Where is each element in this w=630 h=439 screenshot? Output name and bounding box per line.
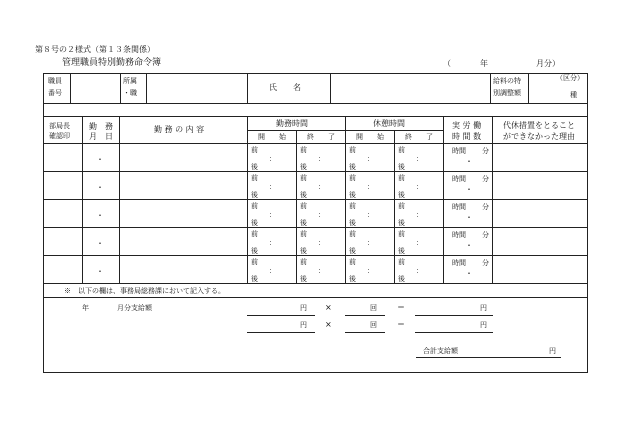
- time-am-mark: 前: [300, 146, 307, 154]
- approver-label-1: 部局長: [49, 122, 70, 130]
- work-start-label: 開 始: [258, 133, 286, 141]
- time-colon: ：: [416, 211, 423, 219]
- time-am-mark: 前: [251, 202, 258, 210]
- row-date-dot: ・: [96, 239, 104, 248]
- time-am-mark: 前: [398, 174, 405, 182]
- time-pm-mark: 後: [398, 163, 405, 171]
- time-pm-mark: 後: [349, 163, 356, 171]
- time-colon: ：: [269, 155, 276, 163]
- dept-label-2: ・職: [123, 89, 137, 97]
- actual-dot: ・: [465, 269, 473, 278]
- time-colon: ：: [416, 267, 423, 275]
- time-am-mark: 前: [349, 146, 356, 154]
- approver-label-2: 確認印: [49, 132, 70, 140]
- row-date-dot: ・: [96, 211, 104, 220]
- time-pm-mark: 後: [398, 191, 405, 199]
- actual-hours-label: 時間: [452, 175, 466, 183]
- kai-2: 回: [370, 321, 377, 329]
- yen-result-1: 円: [480, 304, 487, 312]
- period-open: （: [443, 59, 451, 68]
- time-pm-mark: 後: [251, 163, 258, 171]
- time-colon: ：: [269, 211, 276, 219]
- time-pm-mark: 後: [398, 247, 405, 255]
- reason-label-1: 代休措置をとること: [503, 121, 575, 130]
- employee-no-label-2: 番号: [48, 89, 62, 97]
- form-frame: [43, 73, 588, 373]
- time-am-mark: 前: [349, 202, 356, 210]
- row-date-dot: ・: [96, 183, 104, 192]
- actual-dot: ・: [465, 185, 473, 194]
- time-am-mark: 前: [251, 146, 258, 154]
- category-label: （区分）: [556, 74, 584, 82]
- times-1: ×: [325, 303, 332, 312]
- actual-minutes-label: 分: [482, 231, 489, 239]
- salary-label-2: 別調整額: [493, 89, 521, 97]
- actual-minutes-label: 分: [482, 147, 489, 155]
- time-colon: ：: [367, 267, 374, 275]
- employee-no-label-1: 職員: [48, 77, 62, 85]
- time-colon: ：: [416, 239, 423, 247]
- row-date-dot: ・: [96, 267, 104, 276]
- time-pm-mark: 後: [398, 275, 405, 283]
- time-pm-mark: 後: [300, 275, 307, 283]
- date-label-1: 勤 務: [89, 122, 113, 131]
- time-am-mark: 前: [349, 174, 356, 182]
- time-pm-mark: 後: [300, 191, 307, 199]
- actual-dot: ・: [465, 213, 473, 222]
- category-suffix: 種: [570, 91, 577, 99]
- time-pm-mark: 後: [349, 219, 356, 227]
- equals-1: ＝: [397, 303, 405, 312]
- time-am-mark: 前: [349, 230, 356, 238]
- time-colon: ：: [367, 239, 374, 247]
- time-am-mark: 前: [398, 258, 405, 266]
- salary-label-1: 給料の特: [493, 77, 521, 85]
- break-end-label: 終 了: [405, 133, 433, 141]
- name-label: 氏 名: [269, 83, 301, 92]
- times-2: ×: [325, 320, 332, 329]
- break-time-label: 休憩時間: [373, 119, 405, 128]
- time-am-mark: 前: [251, 174, 258, 182]
- actual-hours-label: 時間: [452, 147, 466, 155]
- actual-label-1: 実 労 働: [452, 121, 482, 130]
- time-colon: ：: [269, 183, 276, 191]
- time-am-mark: 前: [300, 258, 307, 266]
- table-top: [43, 116, 588, 117]
- time-am-mark: 前: [300, 202, 307, 210]
- kai-1: 回: [370, 304, 377, 312]
- actual-hours-label: 時間: [452, 203, 466, 211]
- time-colon: ：: [318, 155, 325, 163]
- monthly-amount-label: 年 月分支給額: [82, 304, 152, 312]
- time-pm-mark: 後: [300, 219, 307, 227]
- time-pm-mark: 後: [398, 219, 405, 227]
- time-pm-mark: 後: [349, 247, 356, 255]
- dept-label-1: 所属: [123, 77, 137, 85]
- time-pm-mark: 後: [300, 247, 307, 255]
- time-colon: ：: [269, 239, 276, 247]
- yen-2: 円: [300, 321, 307, 329]
- time-pm-mark: 後: [349, 191, 356, 199]
- time-colon: ：: [367, 211, 374, 219]
- work-end-label: 終 了: [307, 133, 335, 141]
- page-title: 管理職員特別勤務命令簿: [62, 58, 162, 68]
- time-am-mark: 前: [300, 230, 307, 238]
- time-am-mark: 前: [251, 258, 258, 266]
- info-row-bottom: [43, 103, 588, 104]
- equals-2: ＝: [397, 320, 405, 329]
- break-start-label: 開 始: [356, 133, 384, 141]
- time-colon: ：: [367, 155, 374, 163]
- total-yen: 円: [549, 347, 556, 355]
- period-year-unit: 年: [480, 59, 488, 68]
- work-time-label: 勤務時間: [276, 119, 308, 128]
- actual-minutes-label: 分: [482, 259, 489, 267]
- actual-label-2: 時 間 数: [452, 132, 482, 141]
- time-am-mark: 前: [349, 258, 356, 266]
- note-text: ※ 以下の欄は、事務局総務課において記入する。: [64, 287, 225, 295]
- time-pm-mark: 後: [300, 163, 307, 171]
- form-number: 第８号の２様式（第１３条関係）: [35, 45, 155, 54]
- time-pm-mark: 後: [251, 219, 258, 227]
- time-am-mark: 前: [251, 230, 258, 238]
- reason-label-2: ができなかった理由: [503, 132, 575, 141]
- actual-hours-label: 時間: [452, 259, 466, 267]
- time-colon: ：: [416, 183, 423, 191]
- time-colon: ：: [318, 239, 325, 247]
- time-am-mark: 前: [300, 174, 307, 182]
- yen-1: 円: [300, 304, 307, 312]
- time-am-mark: 前: [398, 230, 405, 238]
- time-am-mark: 前: [398, 146, 405, 154]
- actual-minutes-label: 分: [482, 175, 489, 183]
- period-month-unit: 月分）: [536, 59, 560, 68]
- time-colon: ：: [318, 211, 325, 219]
- content-label: 勤 務 の 内 容: [154, 125, 205, 134]
- time-pm-mark: 後: [349, 275, 356, 283]
- actual-minutes-label: 分: [482, 203, 489, 211]
- date-label-2: 月 日: [89, 132, 113, 141]
- time-colon: ：: [416, 155, 423, 163]
- yen-result-2: 円: [480, 321, 487, 329]
- time-pm-mark: 後: [251, 191, 258, 199]
- actual-dot: ・: [465, 241, 473, 250]
- actual-dot: ・: [465, 157, 473, 166]
- time-pm-mark: 後: [251, 247, 258, 255]
- actual-hours-label: 時間: [452, 231, 466, 239]
- time-colon: ：: [367, 183, 374, 191]
- time-colon: ：: [318, 267, 325, 275]
- row-date-dot: ・: [96, 155, 104, 164]
- time-colon: ：: [318, 183, 325, 191]
- time-am-mark: 前: [398, 202, 405, 210]
- time-colon: ：: [269, 267, 276, 275]
- time-pm-mark: 後: [251, 275, 258, 283]
- total-label: 合計支給額: [423, 347, 458, 355]
